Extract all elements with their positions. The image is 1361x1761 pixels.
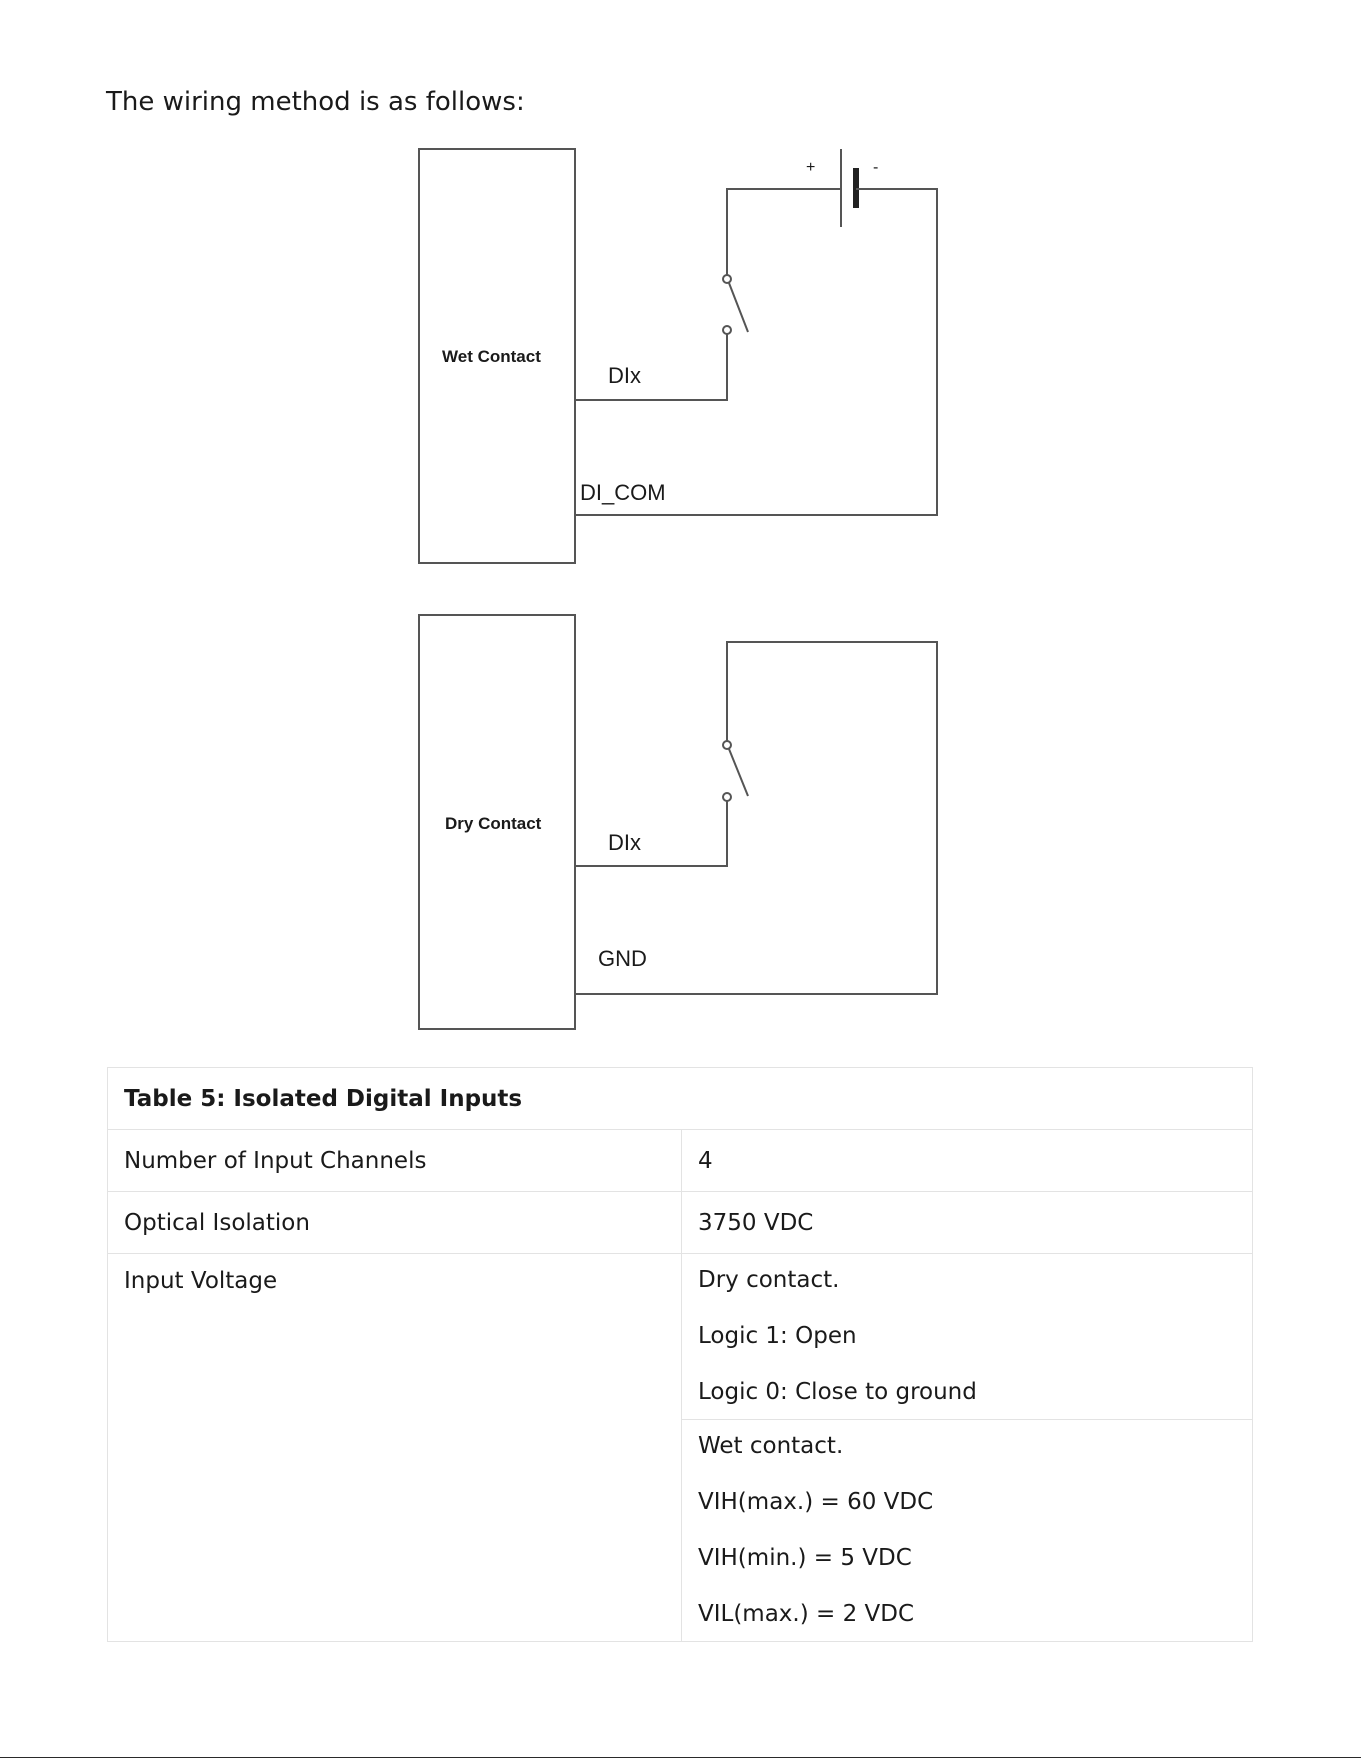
wet-switch-lever — [729, 283, 748, 332]
page-bottom-rule — [0, 1757, 1361, 1758]
row-label: Optical Isolation — [108, 1192, 682, 1254]
dry-switch-lever — [729, 749, 748, 796]
wet-switch-contact-lower — [723, 326, 731, 334]
wet-dix-wire — [575, 330, 727, 400]
dry-contact-spec — [682, 1254, 1253, 1420]
table-title: Table 5: Isolated Digital Inputs — [108, 1068, 1253, 1130]
wet-com-label: DI_COM — [580, 480, 666, 505]
row-value: 3750 VDC — [682, 1192, 1253, 1254]
wet-contact-spec — [682, 1420, 1253, 1642]
intro-text: The wiring method is as follows: — [106, 87, 525, 117]
battery-minus-label: - — [873, 159, 879, 176]
dry-switch-contact-upper — [723, 741, 731, 749]
dry-spec-line: Dry contact. — [698, 1267, 840, 1293]
table-title-row — [108, 1068, 1253, 1130]
row-value: 4 — [682, 1130, 1253, 1192]
row-label: Number of Input Channels — [108, 1130, 682, 1192]
wet-right-wire — [575, 189, 937, 515]
isolated-digital-inputs-table — [107, 1067, 1253, 1642]
dry-gnd-label: GND — [598, 946, 647, 971]
dry-spec-line: Logic 0: Close to ground — [698, 1379, 977, 1405]
dry-dix-label: DIx — [608, 830, 641, 855]
table-row — [108, 1130, 1253, 1192]
dry-spec-line: Logic 1: Open — [698, 1323, 857, 1349]
wet-spec-line: VIH(min.) = 5 VDC — [698, 1545, 912, 1571]
wet-switch-contact-upper — [723, 275, 731, 283]
dry-contact-label: Dry Contact — [445, 814, 542, 833]
wet-contact-label: Wet Contact — [442, 347, 541, 366]
table-row — [108, 1254, 1253, 1420]
wet-dix-label: DIx — [608, 363, 641, 388]
table-row — [108, 1192, 1253, 1254]
wet-spec-line: VIL(max.) = 2 VDC — [698, 1601, 915, 1627]
dry-switch-contact-lower — [723, 793, 731, 801]
wet-spec-line: VIH(max.) = 60 VDC — [698, 1489, 934, 1515]
dry-dix-wire — [575, 797, 727, 866]
battery-plus-label: + — [806, 159, 816, 176]
wet-top-wire — [727, 189, 841, 275]
input-voltage-label: Input Voltage — [108, 1254, 682, 1642]
dry-loop-wire — [575, 642, 937, 994]
wet-spec-line: Wet contact. — [698, 1433, 844, 1459]
